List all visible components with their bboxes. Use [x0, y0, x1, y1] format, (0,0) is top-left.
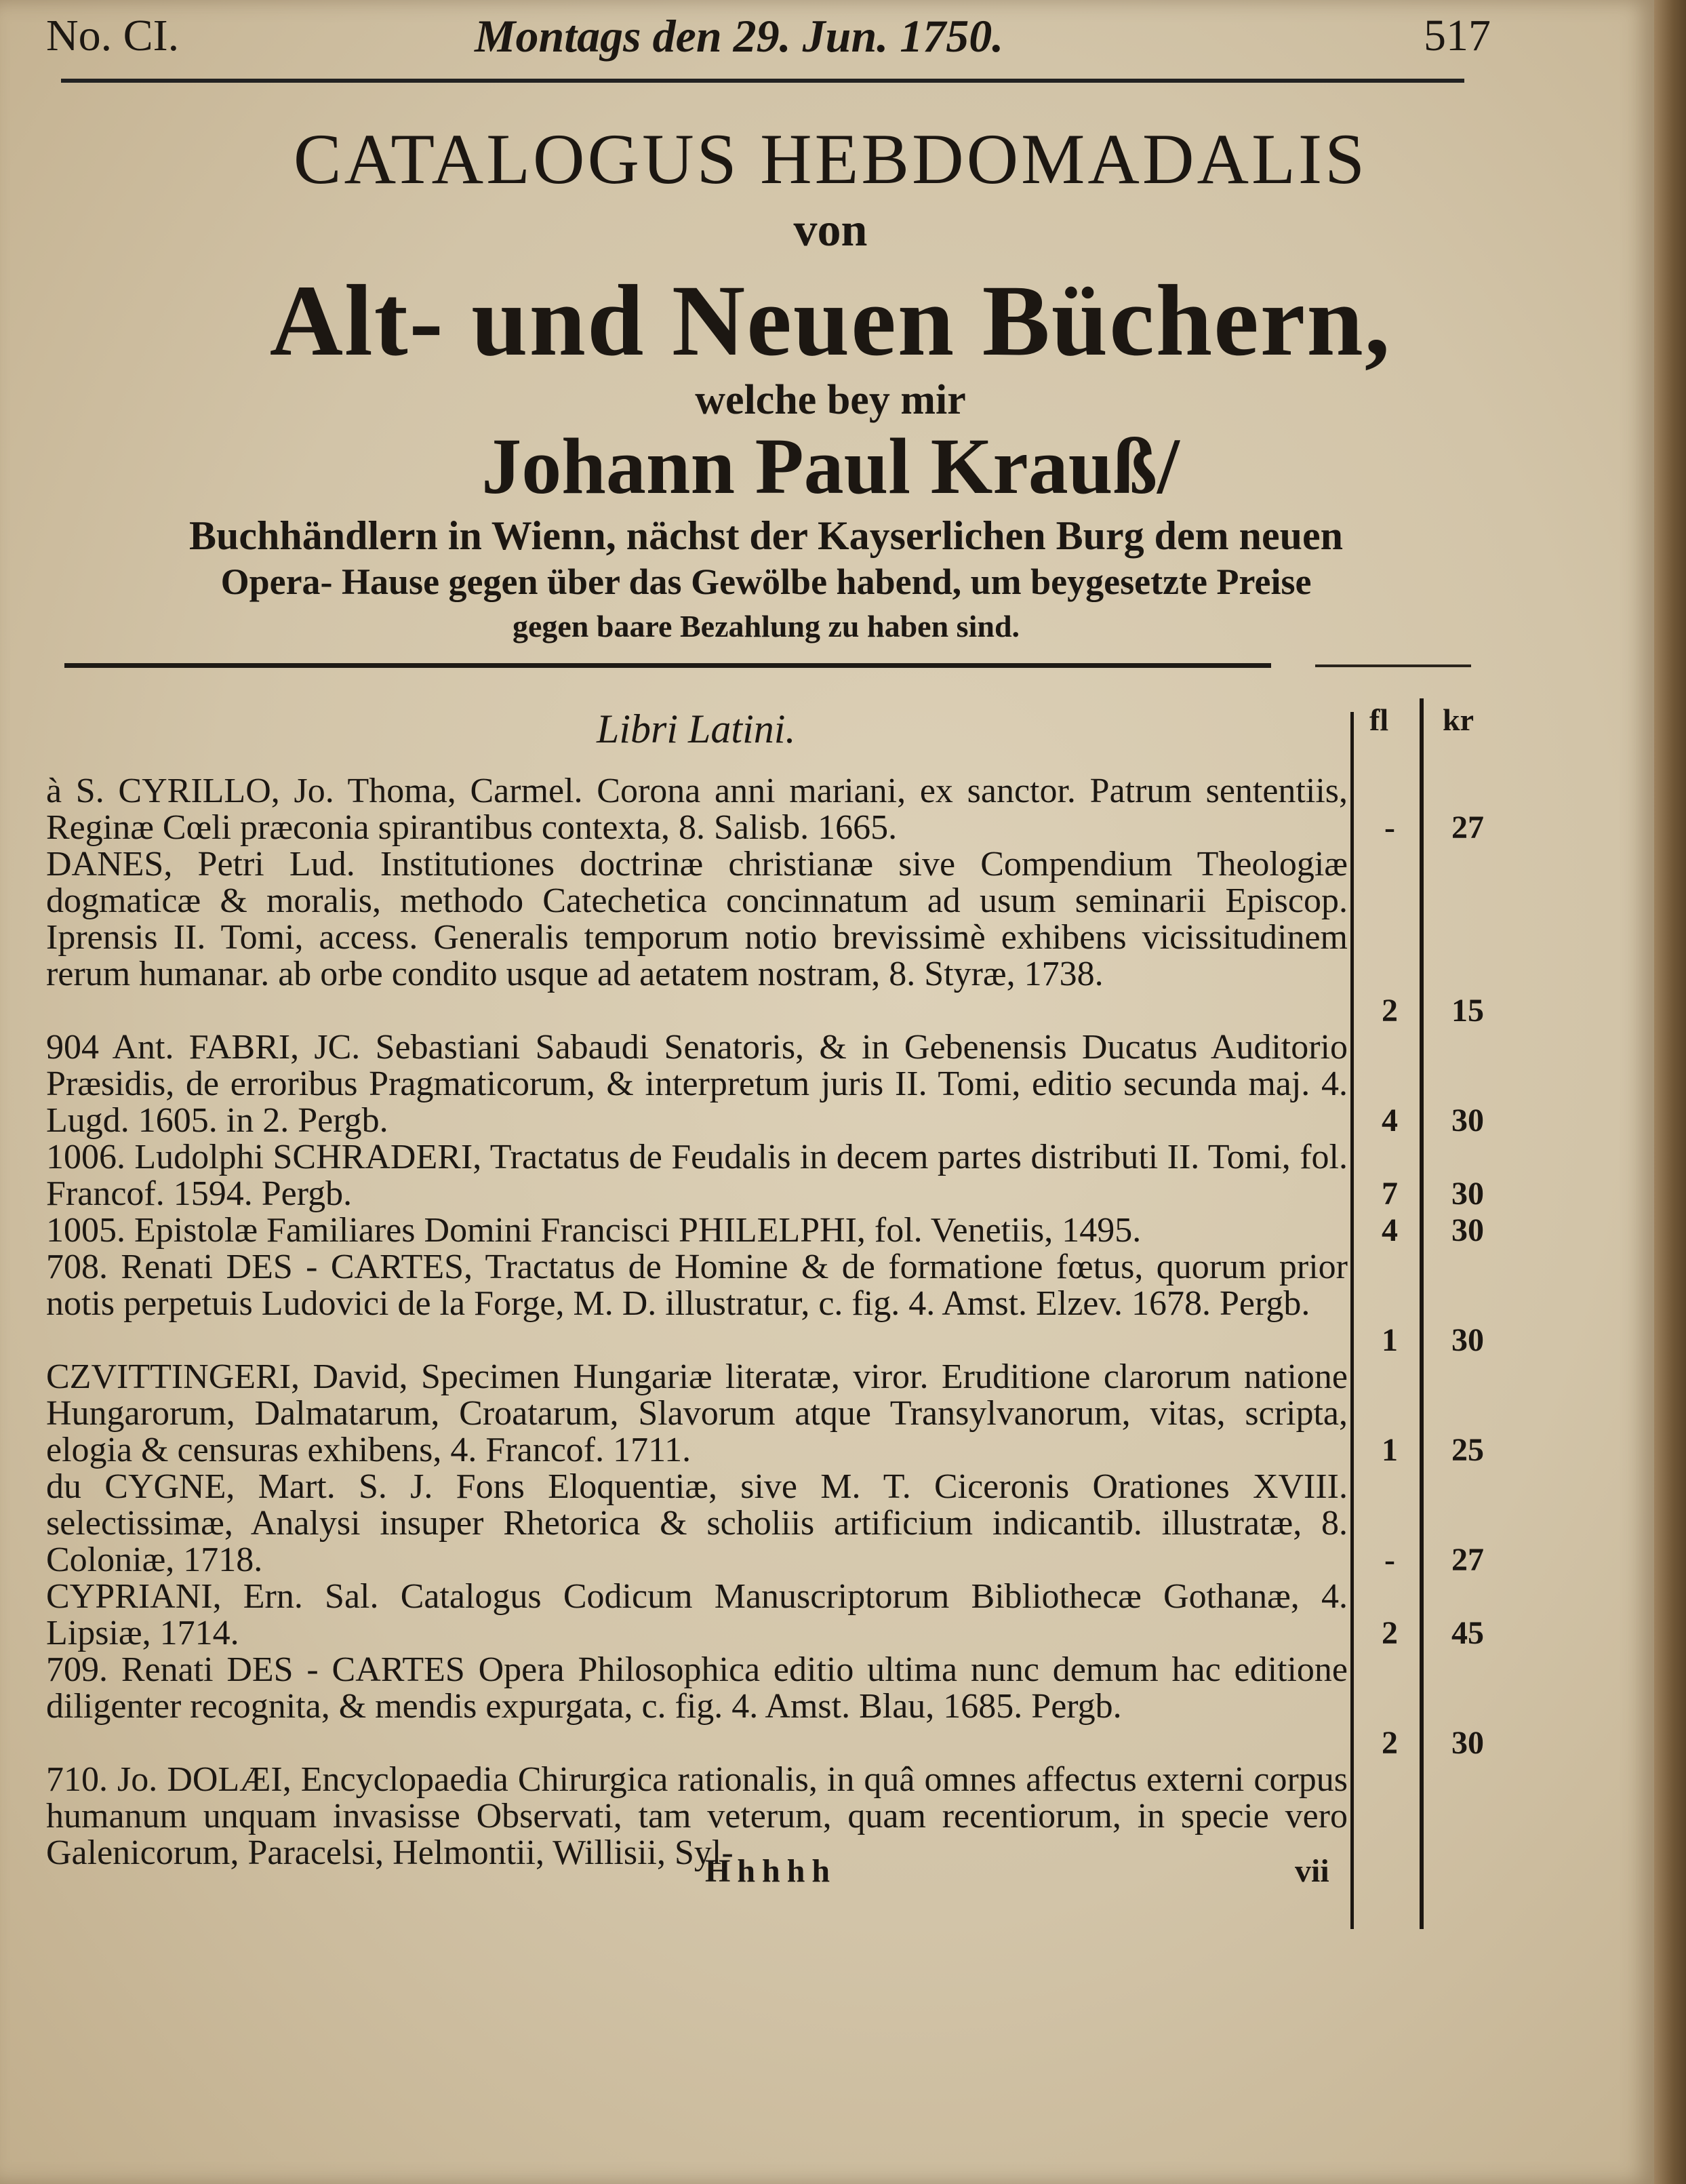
page-number: 517	[1424, 11, 1491, 60]
section-rule-short	[1315, 664, 1471, 667]
price-kreuzer: 45	[1451, 1615, 1484, 1651]
price-kreuzer: 27	[1451, 810, 1484, 846]
header-rule	[61, 79, 1464, 83]
price-kreuzer: 30	[1451, 1725, 1484, 1761]
catalog-entry: CZVITTINGERI, David, Specimen Hungariæ literatæ, viror. Eruditione clarorum natione Hungarorum, Dalmatarum, Croatarum, Slavorum atque Transylvanorum, vitas, scripta, elogia & censuras exhibens, 4. Francof. 1711.	[46, 1357, 1348, 1469]
price-florin: 4	[1382, 1212, 1398, 1248]
price-kreuzer: 30	[1451, 1322, 1484, 1358]
price-kreuzer: 25	[1451, 1432, 1484, 1468]
publisher-line-3: gegen baare Bezahlung zu haben sind.	[512, 609, 1020, 643]
catalog-entry: 710. Jo. DOLÆI, Encyclopaedia Chirurgica rationalis, in quâ omnes affectus externi corpus humanum unquam invasisse Observati, tam veterum, quam recentiorum, in specie vero Galenicorum, Paracelsi, Helmontii, Willisii, Syl-	[46, 1760, 1348, 1872]
title-welche: welche bey mir	[695, 377, 966, 423]
price-florin: 2	[1382, 993, 1398, 1029]
bookseller-name: Johann Paul Krauß/	[481, 422, 1180, 511]
price-florin: 7	[1382, 1176, 1398, 1212]
catalog-entry: 1006. Ludolphi SCHRADERI, Tractatus de Feudalis in decem partes distributi II. Tomi, fol. Francof. 1594. Pergb.	[46, 1138, 1348, 1213]
price-kreuzer: 30	[1451, 1212, 1484, 1248]
signature-mark: Hhhhh	[705, 1853, 837, 1889]
price-florin: 1	[1382, 1322, 1398, 1358]
price-florin: -	[1384, 1542, 1395, 1578]
catalog-entry: 1005. Epistolæ Familiares Domini Francisci PHILELPHI, fol. Venetiis, 1495.	[46, 1211, 1142, 1250]
catalog-entry: du CYGNE, Mart. S. J. Fons Eloquentiæ, sive M. T. Ciceronis Orationes XVIII. selectissimæ, Analysi insuper Rhetorica & scholiis artificium indicantib. illustratæ, 8. Coloniæ, 1718.	[46, 1467, 1348, 1579]
price-florin: 2	[1382, 1725, 1398, 1761]
price-kreuzer: 30	[1451, 1103, 1484, 1138]
column-header-kr: kr	[1443, 702, 1474, 737]
catalog-entry: 709. Renati DES - CARTES Opera Philosophica editio ultima nunc demum hac editione diligenter recognita, & mendis expurgata, c. fig. 4. Amst. Blau, 1685. Pergb.	[46, 1650, 1348, 1726]
price-florin: -	[1384, 810, 1395, 846]
column-header-fl: fl	[1369, 702, 1389, 737]
title-von: von	[793, 204, 868, 256]
column-divider	[1350, 712, 1354, 1929]
title-books: Alt- und Neuen Büchern,	[269, 264, 1392, 377]
price-kreuzer: 27	[1451, 1542, 1484, 1578]
page-edge	[1654, 0, 1686, 2184]
publisher-line-1: Buchhändlern in Wienn, nächst der Kayserlichen Burg dem neuen	[189, 513, 1343, 558]
catalog-entry: DANES, Petri Lud. Institutiones doctrinæ christianæ sive Compendium Theologiæ dogmaticæ & moralis, methodo Catechetica concinnatum ad usum seminarii Episcop. Iprensis II. Tomi, access. Generalis temporum notio brevissimè exhibens vicissitudinem rerum humanar. ab orbe condito usque ad aetatem nostram, 8. Styræ, 1738.	[46, 845, 1348, 993]
catalog-title: CATALOGUS HEBDOMADALIS	[293, 119, 1368, 199]
issue-date: Montags den 29. Jun. 1750.	[475, 10, 1004, 62]
catalog-entry: CYPRIANI, Ern. Sal. Catalogus Codicum Manuscriptorum Bibliothecæ Gothanæ, 4. Lipsiæ, 1714.	[46, 1577, 1348, 1652]
publisher-line-2: Opera- Hause gegen über das Gewölbe habend, um beygesetzte Preise	[220, 561, 1312, 602]
price-kreuzer: 30	[1451, 1176, 1484, 1212]
section-rule	[64, 663, 1271, 668]
catalog-entry: 708. Renati DES - CARTES, Tractatus de Homine & de formatione fœtus, quorum prior notis perpetuis Ludovici de la Forge, M. D. illustratur, c. fig. 4. Amst. Elzev. 1678. Pergb.	[46, 1248, 1348, 1323]
price-florin: 1	[1382, 1432, 1398, 1468]
column-divider	[1420, 698, 1424, 1929]
price-florin: 4	[1382, 1103, 1398, 1138]
section-heading: Libri Latini.	[597, 707, 796, 751]
issue-number: No. CI.	[46, 11, 180, 60]
catalog-entry: 904 Ant. FABRI, JC. Sebastiani Sabaudi Senatoris, & in Gebenensis Ducatus Auditorio Præsidis, de erroribus Pragmaticorum, & interpretum juris II. Tomi, editio secunda maj. 4. Lugd. 1605. in 2. Pergb.	[46, 1028, 1348, 1140]
price-kreuzer: 15	[1451, 993, 1484, 1029]
price-florin: 2	[1382, 1615, 1398, 1651]
catalog-entry: à S. CYRILLO, Jo. Thoma, Carmel. Corona anni mariani, ex sanctor. Patrum sententiis, Reginæ Cœli præconia spirantibus contexta, 8. Salisb. 1665.	[46, 772, 1348, 847]
catchword: vii	[1295, 1853, 1329, 1889]
